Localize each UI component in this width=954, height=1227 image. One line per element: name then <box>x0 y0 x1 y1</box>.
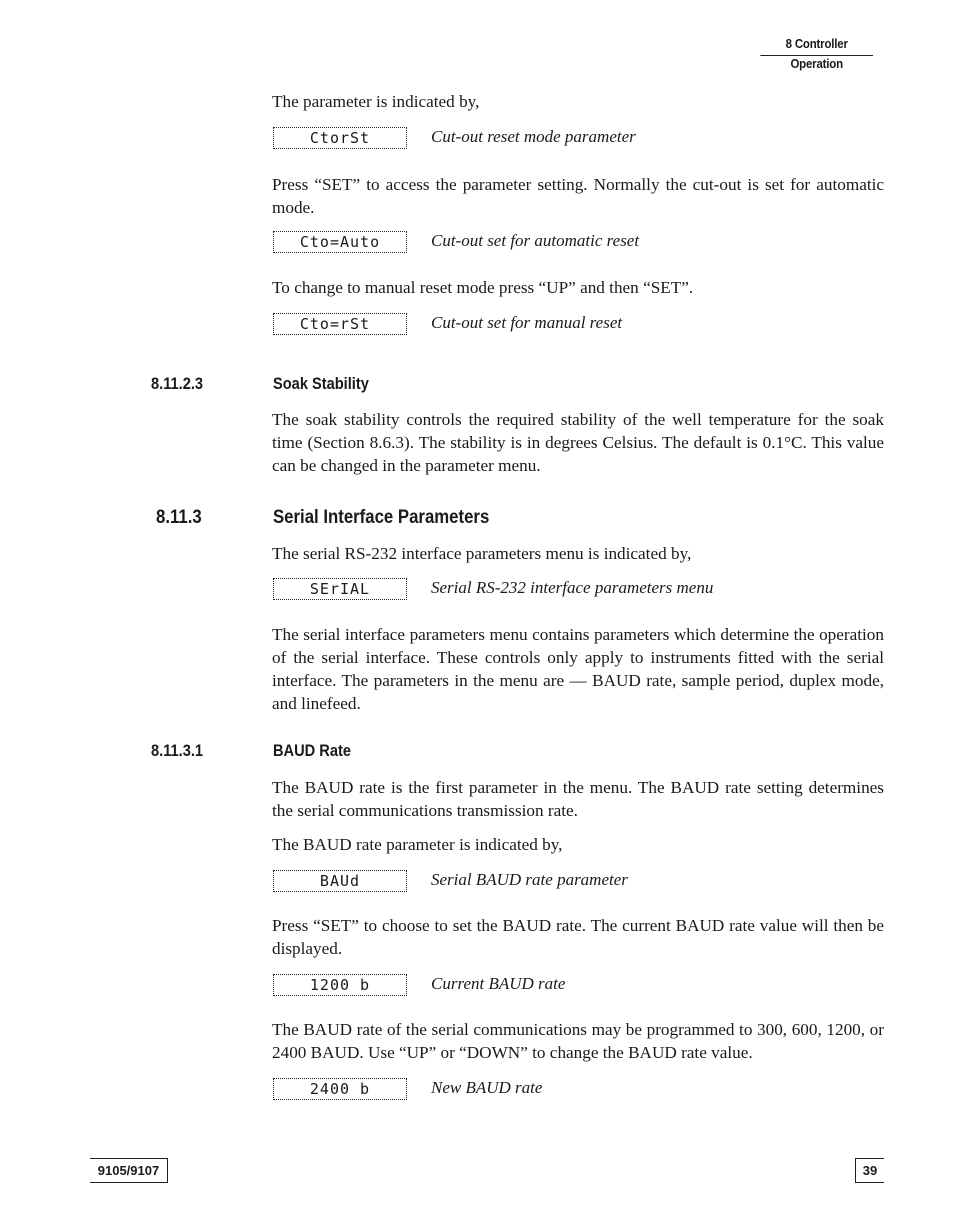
footer-model: 9105/9107 <box>90 1158 168 1183</box>
section-number: 8.11.3.1 <box>151 741 204 760</box>
page-number: 39 <box>855 1158 884 1183</box>
paragraph: The soak stability controls the required stability of the well temperature for the soak time (Section 8.6.3). The stability is in degrees Celsius. The default is 0.1°C. This value can be changed in the parameter menu. <box>272 410 884 475</box>
lcd-display: SErIAL <box>273 578 407 600</box>
lcd-caption: Serial RS-232 interface parameters menu <box>431 578 714 597</box>
section-title: Serial Interface Parameters <box>273 506 490 528</box>
paragraph: Press “SET” to choose to set the BAUD rate. The current BAUD rate value will then be displayed. <box>272 916 884 958</box>
lcd-caption: Cut-out set for automatic reset <box>431 231 640 250</box>
lcd-display: BAUd <box>273 870 407 892</box>
lcd-caption: Current BAUD rate <box>431 974 566 993</box>
paragraph: The BAUD rate parameter is indicated by, <box>272 835 563 854</box>
lcd-display: 2400 b <box>273 1078 407 1100</box>
paragraph: The serial interface parameters menu contains parameters which determine the operation of the serial interface. These controls only apply to instruments fitted with the serial interface. The parameters in the menu are — BAUD rate, sample period, duplex mode, and linefeed. <box>272 625 884 713</box>
section-title: BAUD Rate <box>273 741 351 760</box>
paragraph: The parameter is indicated by, <box>272 92 480 111</box>
paragraph: The BAUD rate of the serial communications may be programmed to 300, 600, 1200, or 2400 BAUD. Use “UP” or “DOWN” to change the BAUD rate value. <box>272 1020 884 1062</box>
lcd-display: CtorSt <box>273 127 407 149</box>
section-number: 8.11.2.3 <box>151 374 204 393</box>
lcd-caption: Cut-out reset mode parameter <box>431 127 636 146</box>
paragraph: The BAUD rate is the first parameter in the menu. The BAUD rate setting determines the serial communications transmission rate. <box>272 778 884 820</box>
paragraph: Press “SET” to access the parameter setting. Normally the cut-out is set for automatic mode. <box>272 175 884 217</box>
section-title: Soak Stability <box>273 374 369 393</box>
lcd-caption: Serial BAUD rate parameter <box>431 870 628 889</box>
lcd-display: Cto=Auto <box>273 231 407 253</box>
lcd-display: Cto=rSt <box>273 313 407 335</box>
lcd-caption: Cut-out set for manual reset <box>431 313 623 332</box>
chapter-header: 8 Controller Operation <box>760 34 873 56</box>
lcd-display: 1200 b <box>273 974 407 996</box>
section-number: 8.11.3 <box>156 506 202 528</box>
paragraph: To change to manual reset mode press “UP” and then “SET”. <box>272 278 694 297</box>
paragraph: The serial RS-232 interface parameters menu is indicated by, <box>272 544 692 563</box>
lcd-caption: New BAUD rate <box>431 1078 543 1097</box>
